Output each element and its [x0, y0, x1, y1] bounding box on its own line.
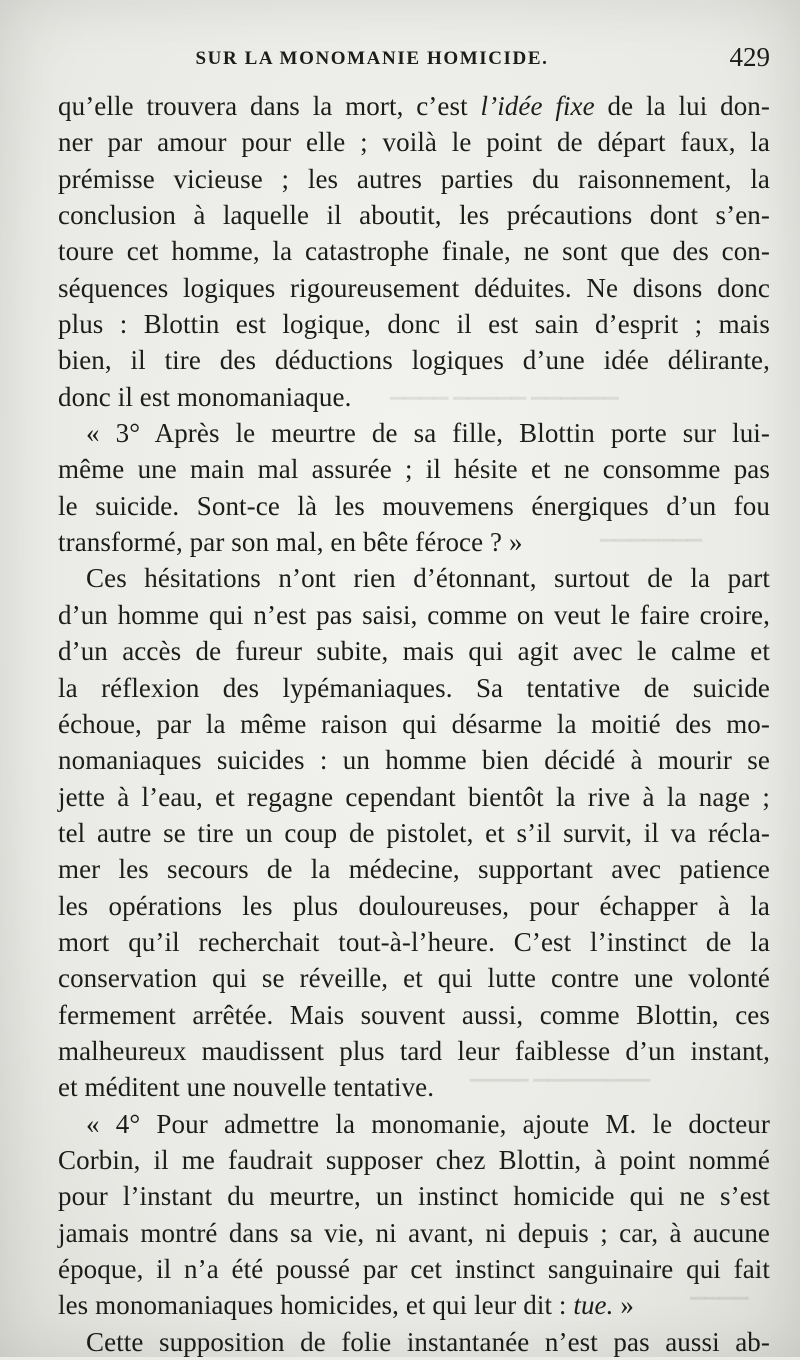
text-line: Corbin, il me faudrait supposer chez Blottin, à point nommé	[58, 1144, 770, 1175]
text-line: Ces hésitations n’ont rien d’étonnant, surtout de la part	[86, 563, 770, 594]
text-line: et méditent une nouvelle tentative.	[58, 1072, 435, 1103]
text-line: transformé, par son mal, en bête féroce ? »	[58, 527, 523, 558]
text-line: mer les secours de la médecine, supportant avec patience	[58, 854, 770, 885]
text-line: Cette supposition de folie instantanée n’est pas aussi ab-	[86, 1326, 770, 1357]
text-line: conservation qui se réveille, et qui lutte contre une volonté	[58, 963, 770, 994]
italic-phrase: tue.	[573, 1290, 614, 1321]
text-line: d’un homme qui n’est pas saisi, comme on veut le faire croire,	[58, 599, 770, 630]
text-line: le suicide. Sont-ce là les mouvemens énergiques d’un fou	[58, 490, 770, 521]
text-line: d’un accès de fureur subite, mais qui agit avec le calme et	[58, 636, 770, 667]
text-line: jette à l’eau, et regagne cependant bientôt la rive à la nage ;	[58, 781, 770, 812]
text-line: tel autre se tire un coup de pistolet, et s’il survit, il va récla-	[58, 817, 770, 848]
text-line: « 4° Pour admettre la monomanie, ajoute M. le docteur	[86, 1108, 770, 1139]
text-line: toure cet homme, la catastrophe finale, ne sont que des con-	[58, 236, 770, 267]
text-line: mort qu’il recherchait tout-à-l’heure. C’est l’instinct de la	[58, 926, 770, 957]
text-line: ner par amour pour elle ; voilà le point de départ faux, la	[58, 127, 770, 158]
text-line: époque, il n’a été poussé par cet instinct sanguinaire qui fait	[58, 1254, 770, 1284]
text-line: bien, il tire des déductions logiques d’une idée délirante,	[58, 345, 770, 376]
text-line: plus : Blottin est logique, donc il est sain d’esprit ; mais	[58, 309, 770, 340]
italic-phrase: l’idée fixe	[480, 91, 595, 121]
show-through-mark: ▁▁▁▁▁▁▁	[600, 521, 703, 542]
text-line: prémisse vicieuse ; les autres parties du raisonnement, la	[58, 163, 770, 194]
text-line: jamais montré dans sa vie, ni avant, ni depuis ; car, à aucune	[58, 1217, 770, 1248]
text-line: qu’elle trouvera dans la mort, c’est l’idée fixe de la lui don-	[58, 91, 770, 121]
show-through-mark: ▁▁▁▁ ▁▁▁▁▁▁▁▁	[470, 1061, 651, 1082]
page-number: 429	[729, 42, 770, 72]
text-line: donc il est monomaniaque.	[58, 381, 352, 412]
running-head-title: SUR LA MONOMANIE HOMICIDE.	[195, 48, 549, 69]
text-line: « 3° Après le meurtre de sa fille, Blottin porte sur lui-	[86, 418, 770, 449]
text-line: échoue, par la même raison qui désarme la moitié des mo-	[58, 708, 770, 739]
text-line: conclusion à laquelle il aboutit, les précautions dont s’en-	[58, 200, 770, 231]
text-body	[58, 88, 770, 1360]
text-line: malheureux maudissent plus tard leur faiblesse d’un instant,	[58, 1035, 770, 1066]
show-through-mark: ▁▁▁▁ ▁▁▁▁▁ ▁▁▁▁▁▁	[390, 379, 619, 400]
text-line: pour l’instant du meurtre, un instinct homicide qui ne s’est	[58, 1181, 770, 1212]
text-line: les opérations les plus douloureuses, pour échapper à la	[58, 890, 770, 921]
running-head	[62, 42, 770, 82]
text-line: nomaniaques suicides : un homme bien décidé à mourir se	[58, 745, 770, 776]
text-line: la réflexion des lypémaniaques. Sa tentative de suicide	[58, 672, 770, 703]
text-line: fermement arrêtée. Mais souvent aussi, comme Blottin, ces	[58, 999, 770, 1030]
show-through-mark: ▁▁▁▁	[690, 1279, 749, 1300]
text-line: les monomaniaques homicides, et qui leur dit : tue. »	[58, 1290, 634, 1321]
text-line: séquences logiques rigoureusement déduites. Ne disons donc	[58, 272, 770, 303]
text-line: même une main mal assurée ; il hésite et ne consomme pas	[58, 454, 770, 485]
